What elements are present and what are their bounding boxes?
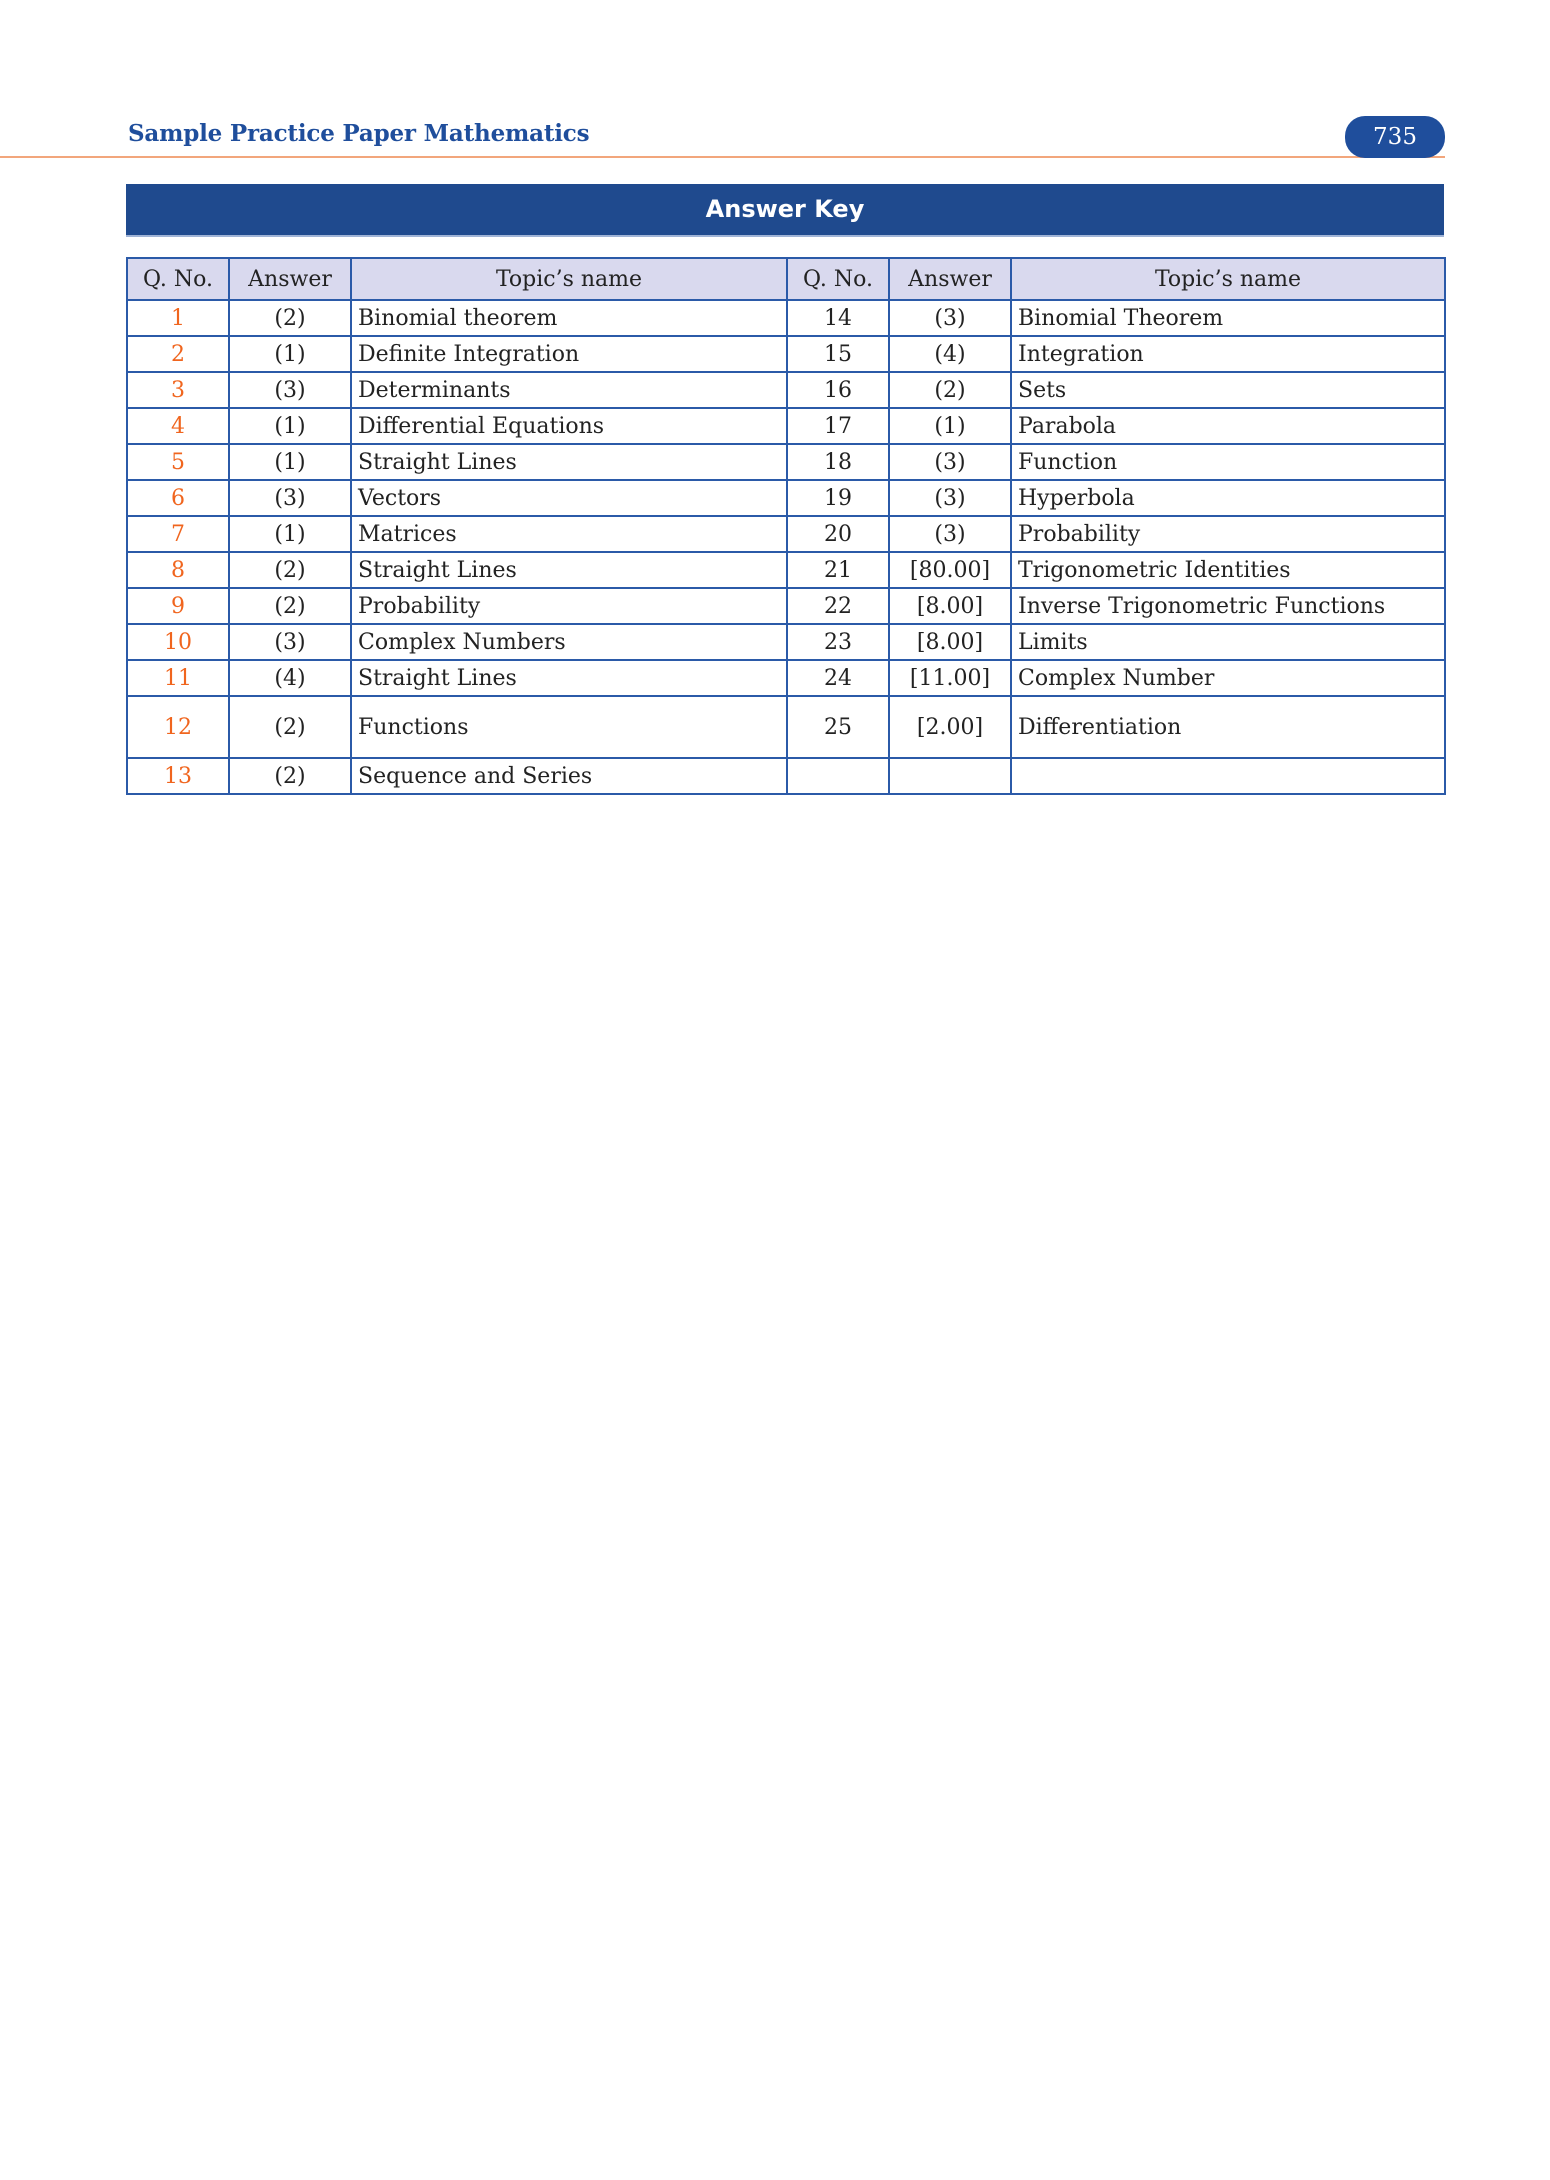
question-number: 15 <box>787 336 889 372</box>
topic-name: Complex Numbers <box>351 624 787 660</box>
topic-name: Complex Number <box>1011 660 1445 696</box>
answer-value: [80.00] <box>889 552 1011 588</box>
question-number: 18 <box>787 444 889 480</box>
table-row <box>127 372 1445 408</box>
table-row <box>127 758 1445 794</box>
answer-value: (1) <box>889 408 1011 444</box>
header-divider <box>0 156 1445 158</box>
question-number: 5 <box>127 444 229 480</box>
question-number: 9 <box>127 588 229 624</box>
column-header-qno: Q. No. <box>787 258 889 300</box>
page-header-title: Sample Practice Paper Mathematics <box>128 120 590 147</box>
question-number: 2 <box>127 336 229 372</box>
topic-name: Probability <box>351 588 787 624</box>
table-row <box>127 300 1445 336</box>
question-number: 21 <box>787 552 889 588</box>
topic-name: Probability <box>1011 516 1445 552</box>
question-number: 22 <box>787 588 889 624</box>
topic-name: Determinants <box>351 372 787 408</box>
answer-value: (3) <box>889 516 1011 552</box>
question-number: 1 <box>127 300 229 336</box>
answer-value: [8.00] <box>889 588 1011 624</box>
question-number: 4 <box>127 408 229 444</box>
question-number: 14 <box>787 300 889 336</box>
column-header-topic: Topic’s name <box>1011 258 1445 300</box>
answer-value <box>889 758 1011 794</box>
question-number: 17 <box>787 408 889 444</box>
question-number: 20 <box>787 516 889 552</box>
table-row <box>127 336 1445 372</box>
question-number <box>787 758 889 794</box>
answer-value: (1) <box>229 408 351 444</box>
answer-value: (3) <box>229 480 351 516</box>
table-row <box>127 624 1445 660</box>
question-number: 16 <box>787 372 889 408</box>
page-number-badge: 735 <box>1345 116 1445 158</box>
answer-value: [8.00] <box>889 624 1011 660</box>
topic-name: Straight Lines <box>351 552 787 588</box>
table-row <box>127 480 1445 516</box>
answer-key-table <box>126 257 1446 795</box>
table-header-row <box>127 258 1445 300</box>
answer-value: (2) <box>889 372 1011 408</box>
answer-value: (3) <box>229 372 351 408</box>
topic-name: Vectors <box>351 480 787 516</box>
topic-name: Trigonometric Identities <box>1011 552 1445 588</box>
topic-name: Hyperbola <box>1011 480 1445 516</box>
topic-name: Sets <box>1011 372 1445 408</box>
question-number: 11 <box>127 660 229 696</box>
question-number: 6 <box>127 480 229 516</box>
answer-key-banner: Answer Key <box>126 184 1444 237</box>
answer-value: (2) <box>229 588 351 624</box>
answer-value: (1) <box>229 336 351 372</box>
answer-value: (1) <box>229 516 351 552</box>
answer-value: [2.00] <box>889 696 1011 758</box>
question-number: 13 <box>127 758 229 794</box>
topic-name: Sequence and Series <box>351 758 787 794</box>
answer-value: (3) <box>889 300 1011 336</box>
topic-name: Integration <box>1011 336 1445 372</box>
answer-value: (3) <box>889 444 1011 480</box>
question-number: 12 <box>127 696 229 758</box>
topic-name: Straight Lines <box>351 444 787 480</box>
topic-name: Straight Lines <box>351 660 787 696</box>
answer-value: (2) <box>229 300 351 336</box>
table-row <box>127 696 1445 758</box>
question-number: 23 <box>787 624 889 660</box>
question-number: 8 <box>127 552 229 588</box>
answer-value: (2) <box>229 552 351 588</box>
table-row <box>127 444 1445 480</box>
answer-value: (1) <box>229 444 351 480</box>
answer-value: (2) <box>229 758 351 794</box>
column-header-topic: Topic’s name <box>351 258 787 300</box>
question-number: 25 <box>787 696 889 758</box>
topic-name: Definite Integration <box>351 336 787 372</box>
topic-name: Binomial theorem <box>351 300 787 336</box>
answer-value: (2) <box>229 696 351 758</box>
column-header-answer: Answer <box>229 258 351 300</box>
topic-name: Functions <box>351 696 787 758</box>
question-number: 19 <box>787 480 889 516</box>
table-row <box>127 660 1445 696</box>
table-row <box>127 588 1445 624</box>
column-header-qno: Q. No. <box>127 258 229 300</box>
question-number: 7 <box>127 516 229 552</box>
table-row <box>127 408 1445 444</box>
table-row <box>127 552 1445 588</box>
answer-value: [11.00] <box>889 660 1011 696</box>
topic-name: Limits <box>1011 624 1445 660</box>
topic-name: Function <box>1011 444 1445 480</box>
topic-name: Matrices <box>351 516 787 552</box>
column-header-answer: Answer <box>889 258 1011 300</box>
answer-value: (3) <box>889 480 1011 516</box>
answer-value: (4) <box>889 336 1011 372</box>
answer-value: (3) <box>229 624 351 660</box>
table-row <box>127 516 1445 552</box>
question-number: 3 <box>127 372 229 408</box>
topic-name: Binomial Theorem <box>1011 300 1445 336</box>
topic-name: Parabola <box>1011 408 1445 444</box>
topic-name: Differentiation <box>1011 696 1445 758</box>
topic-name <box>1011 758 1445 794</box>
answer-value: (4) <box>229 660 351 696</box>
question-number: 24 <box>787 660 889 696</box>
topic-name: Differential Equations <box>351 408 787 444</box>
topic-name: Inverse Trigonometric Functions <box>1011 588 1445 624</box>
question-number: 10 <box>127 624 229 660</box>
